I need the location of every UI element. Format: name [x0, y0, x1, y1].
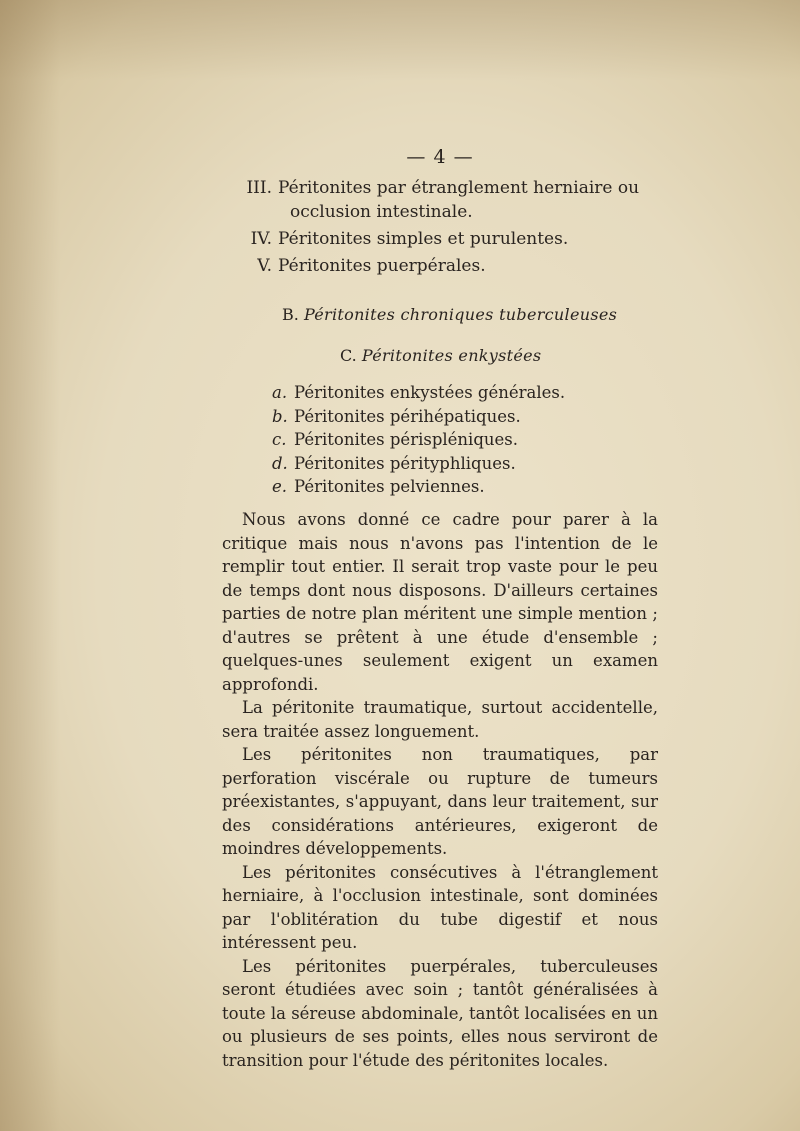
section-title: Péritonites enkystées [361, 346, 542, 365]
item-text: Péritonites pelviennes. [294, 477, 485, 496]
item-number: V. [257, 256, 272, 276]
item-number: IV. [250, 229, 272, 249]
list-item [230, 176, 639, 200]
item-letter: b. [272, 406, 288, 426]
classification-list [230, 176, 639, 278]
paragraph: Les péritonites consécutives à l'étranglement herniaire, à l'occlusion intestinale, sont dominées par l'oblitération du tube digestif et nous intéressent peu. [222, 862, 658, 952]
paragraph: Nous avons donné ce cadre pour parer à la critique mais nous n'avons pas l'intention de le remplir tout entier. Il serait trop vaste pour le peu de temps dont nous disposons. D'ailleurs certaines parties de notre plan méritent une simple mention ; d'autres se prêtent à une étude d'ensemble ; quelques-unes seulement exigent un examen approfondi. [222, 510, 658, 694]
list-item [272, 381, 565, 405]
item-text: Péritonites pérityphliques. [294, 453, 516, 473]
item-letter: d. [272, 453, 288, 473]
item-text: Péritonites simples et purulentes. [278, 229, 569, 249]
page-shadow-top [0, 0, 800, 80]
page-shadow-left [0, 0, 60, 1131]
list-item [272, 405, 565, 429]
item-text: occlusion intestinale. [290, 202, 473, 222]
section-heading-c [340, 346, 541, 365]
item-letter: c. [272, 430, 287, 449]
list-item [272, 475, 565, 499]
item-text: Péritonites enkystées générales. [294, 383, 566, 402]
section-letter: B. [282, 305, 299, 324]
item-letter: a. [272, 383, 288, 402]
enkystees-list [272, 381, 565, 499]
list-item [272, 428, 565, 452]
list-item [230, 227, 639, 251]
page-number: — 4 — [406, 146, 474, 168]
item-number: III. [246, 178, 272, 198]
section-title: Péritonites chroniques tuberculeuses [303, 305, 618, 324]
list-item [230, 254, 639, 278]
list-item-continuation [230, 200, 639, 224]
paragraph: Les péritonites puerpérales, tuberculeuses seront étudiées avec soin ; tantôt généralisées à toute la séreuse abdominale, tantôt localisées en un ou plusieurs de ses points, elles nous serviront de transition pour l'étude des péritonites locales. [222, 956, 658, 1070]
item-text: Péritonites par étranglement herniaire ou [278, 178, 640, 198]
item-text: Péritonites périhépatiques. [294, 406, 521, 426]
body-text [222, 508, 658, 1072]
section-heading-b [282, 305, 617, 324]
paragraph: Les péritonites non traumatiques, par perforation viscérale ou rupture de tumeurs préexistantes, s'appuyant, dans leur traitement, sur des considérations antérieures, exigeront de moindres développements. [222, 745, 658, 858]
item-letter: e. [272, 477, 288, 496]
item-text: Péritonites périspléniques. [294, 430, 518, 449]
paragraph: La péritonite traumatique, surtout accidentelle, sera traitée assez longuement. [222, 698, 658, 741]
item-text: Péritonites puerpérales. [278, 256, 486, 276]
section-letter: C. [340, 346, 357, 365]
list-item [272, 452, 565, 476]
